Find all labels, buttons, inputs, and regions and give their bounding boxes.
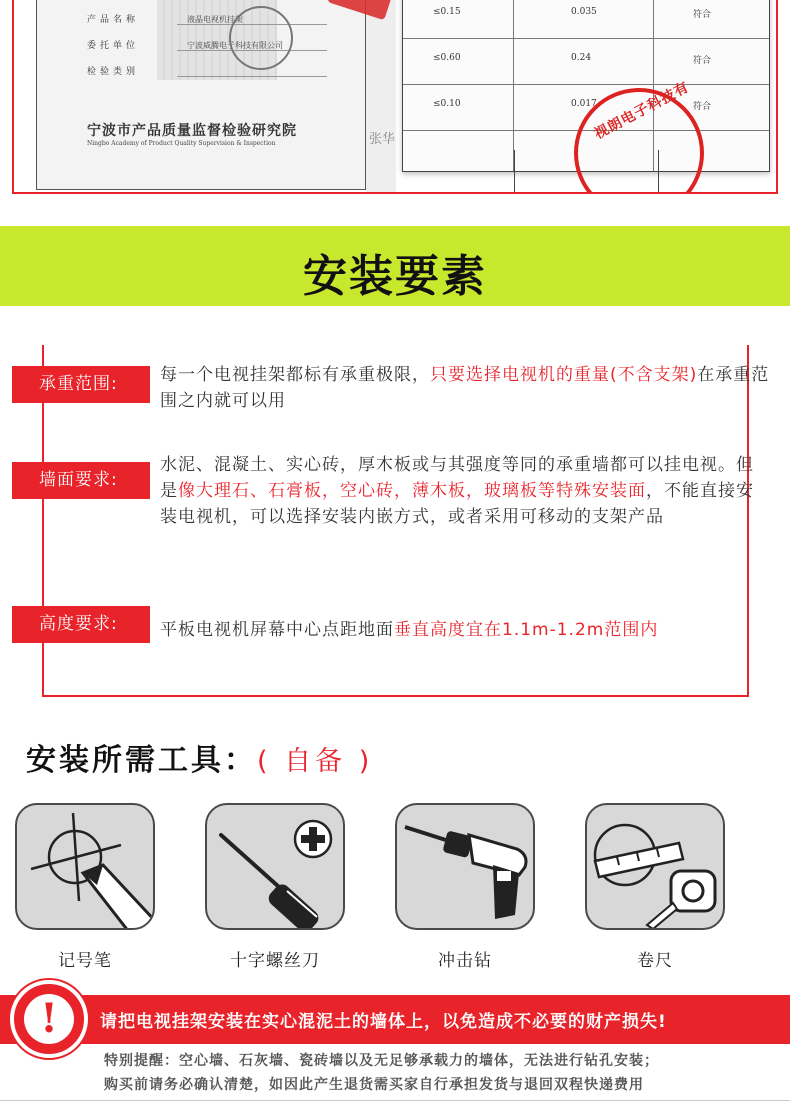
institute-name: 宁波市产品质量监督检验研究院 [87, 123, 297, 139]
table-cell: ≤0.10 [433, 99, 461, 109]
requirement-height [160, 617, 770, 643]
table-cell: 0.24 [571, 53, 592, 63]
tools-title: 安装所需工具： [26, 743, 257, 778]
requirement-highlight: 像大理石、石膏板，空心砖，薄木板，玻璃板等特殊安装面 [178, 481, 646, 501]
warning-text: 请把电视挂架安装在实心混泥土的墙体上，以免造成不必要的财产损失! [100, 1012, 667, 1032]
requirement-text: ，不能直接安装电视机，可以选择安装内嵌方式，或者采用可移动的支架产品 [160, 481, 754, 527]
signature: 张华 [369, 132, 396, 147]
warning-icon-inner [24, 994, 74, 1044]
tool-label: 冲击钻 [438, 951, 492, 971]
tool-label: 记号笔 [58, 951, 112, 971]
marker-pen-icon [15, 803, 155, 930]
tools-heading [26, 735, 373, 779]
divider [0, 1100, 790, 1101]
seal-text: 视朗电子科技有 [591, 79, 693, 143]
cert-field-label: 产品名称 [87, 15, 140, 25]
cert-field-value: 宁波威腾电子科技有限公司 [187, 41, 283, 50]
table-row [403, 0, 769, 39]
tool-label: 卷尺 [637, 951, 673, 971]
table-gridline [513, 0, 514, 171]
document-edge [366, 0, 396, 194]
tools-note: ( 自备 ) [257, 746, 374, 777]
requirement-highlight: 只要选择电视机的重量(不含支架) [430, 365, 698, 385]
reminder-line: 特别提醒：空心墙、石灰墙、瓷砖墙以及无足够承载力的墙体，无法进行钻孔安装； [104, 1053, 659, 1069]
requirement-text: 水泥、混凝土、实心砖，厚木板或与其强度等同的承重墙都可以挂电视。但是 [160, 455, 754, 501]
tag-load-range: 承重范围: [12, 366, 150, 403]
table-cell: ≤0.15 [433, 7, 461, 17]
inspection-seal [229, 6, 293, 70]
table-cell: 符合 [693, 102, 712, 112]
divider [177, 76, 327, 77]
tag-wall-requirement: 墙面要求: [12, 462, 150, 499]
table-cell: 符合 [693, 10, 712, 20]
warning-icon [10, 980, 88, 1058]
requirement-load-range [160, 362, 770, 414]
inspection-report-page [36, 0, 366, 190]
requirement-text: 平板电视机屏幕中心点距地面 [160, 620, 394, 640]
cert-field-label: 委托单位 [87, 41, 140, 51]
phillips-screwdriver-icon [205, 803, 345, 930]
table-cell: 0.017 [571, 99, 597, 109]
section-title: 安装要素 [303, 251, 487, 302]
reminder-line: 购买前请务必确认清楚，如因此产生退货需买家自行承担发货与退回双程快递费用 [104, 1077, 644, 1093]
certificate-image [12, 0, 778, 194]
cert-field-value: 液晶电视机挂架 [187, 15, 243, 24]
institute-name-en: Ningbo Academy of Product Quality Supervision & Inspection [87, 140, 276, 147]
tag-height-requirement: 高度要求: [12, 606, 150, 643]
requirement-highlight: 垂直高度宜在1.1m-1.2m范围内 [394, 620, 659, 640]
table-cell: 0.035 [571, 7, 597, 17]
table-cell: 符合 [693, 56, 712, 66]
tool-label: 十字螺丝刀 [230, 951, 320, 971]
impact-drill-icon [395, 803, 535, 930]
requirement-text: 每一个电视挂架都标有承重极限， [160, 365, 430, 385]
section-banner [0, 226, 790, 306]
requirement-wall [160, 452, 770, 530]
requirement-text: 在承重范围之内就可以用 [160, 365, 770, 411]
exclamation-mark: ! [40, 995, 58, 1042]
warning-bar [0, 995, 790, 1044]
table-cell: ≤0.60 [433, 53, 461, 63]
table-row [403, 39, 769, 85]
tape-measure-icon [585, 803, 725, 930]
table-bottom-cell [514, 150, 659, 194]
cert-field-label: 检验类别 [87, 67, 140, 77]
